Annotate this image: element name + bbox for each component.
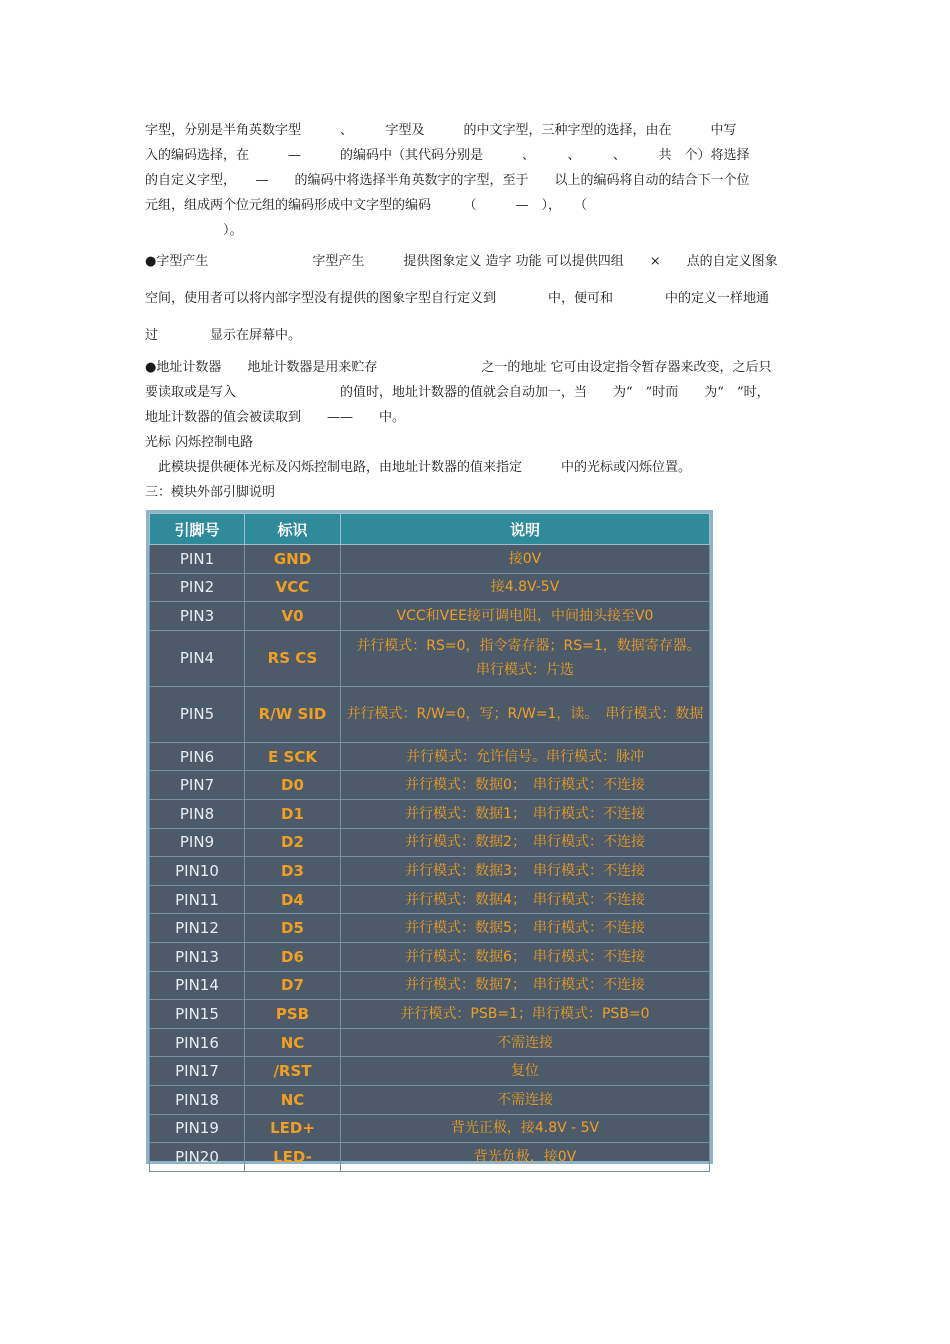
header-pin: 引脚号 [150,514,245,545]
table-row [150,771,710,800]
signal-cell: V0 [245,602,341,631]
description-cell: 并行模式：数据3； 串行模式：不连接 [341,857,710,886]
table-row [150,1143,710,1172]
description-cell: 并行模式：数据5； 串行模式：不连接 [341,914,710,943]
signal-cell: RS CS [245,630,341,686]
text-line: 此模块提供硬体光标及闪烁控制电路，由地址计数器的值来指定 中的光标或闪烁位置。 [145,460,692,475]
description-cell: 并行模式：PSB=1；串行模式：PSB=0 [341,1000,710,1029]
text-line: 过 显示在屏幕中。 [145,328,302,343]
text-line: 要读取或是写入 的值时，地址计数器的值就会自动加一，当 为“ ”时而 为“ ”时， [145,385,770,400]
table-row [150,885,710,914]
text-line: 三：模块外部引脚说明 [145,485,276,500]
signal-cell: D0 [245,771,341,800]
table-header-row [150,514,710,545]
table-row [150,799,710,828]
description-cell: 并行模式：数据7； 串行模式：不连接 [341,971,710,1000]
text-line: 入的编码选择，在 — 的编码中（其代码分别是 、 、 、 共 个）将选择 [145,148,750,163]
pin-table [149,513,710,1172]
table-row [150,857,710,886]
pin-cell: PIN16 [150,1028,245,1057]
signal-cell: D6 [245,942,341,971]
description-cell: 并行模式：允许信号。串行模式：脉冲 [341,742,710,771]
description-cell: 不需连接 [341,1028,710,1057]
pin-cell: PIN15 [150,1000,245,1029]
table-row [150,1028,710,1057]
text-line: ）。 [145,223,243,238]
table-row [150,686,710,742]
description-cell: 背光负极，接0V [341,1143,710,1172]
description-cell: 并行模式：R/W=0，写；R/W=1，读。 串行模式：数据 [341,686,710,742]
description-cell: 并行模式：数据0； 串行模式：不连接 [341,771,710,800]
signal-cell: D7 [245,971,341,1000]
signal-cell: PSB [245,1000,341,1029]
text-line: ●地址计数器 地址计数器是用来贮存 之一的地址 它可由设定指令暂存器来改变，之后只 [145,360,772,375]
table-row [150,1114,710,1143]
signal-cell: D4 [245,885,341,914]
pin-cell: PIN8 [150,799,245,828]
table-row [150,828,710,857]
description-cell: 接0V [341,545,710,574]
signal-cell: E SCK [245,742,341,771]
signal-cell: GND [245,545,341,574]
pin-cell: PIN7 [150,771,245,800]
text-line: 地址计数器的值会被读取到 —— 中。 [145,410,406,425]
table-row [150,971,710,1000]
pin-cell: PIN5 [150,686,245,742]
signal-cell: NC [245,1028,341,1057]
table-row [150,630,710,686]
signal-cell: D1 [245,799,341,828]
table-row [150,742,710,771]
pin-cell: PIN20 [150,1143,245,1172]
signal-cell: /RST [245,1057,341,1086]
signal-cell: D5 [245,914,341,943]
description-cell: 并行模式：数据6； 串行模式：不连接 [341,942,710,971]
signal-cell: R/W SID [245,686,341,742]
description-cell: 接4.8V-5V [341,573,710,602]
signal-cell: D3 [245,857,341,886]
pin-cell: PIN11 [150,885,245,914]
table-row [150,942,710,971]
pin-cell: PIN9 [150,828,245,857]
pin-cell: PIN19 [150,1114,245,1143]
pin-cell: PIN17 [150,1057,245,1086]
pin-cell: PIN12 [150,914,245,943]
text-line: 字型，分别是半角英数字型 、 字型及 的中文字型，三种字型的选择，由在 中写 [145,123,737,138]
signal-cell: LED- [245,1143,341,1172]
signal-cell: LED+ [245,1114,341,1143]
description-cell: 复位 [341,1057,710,1086]
pin-cell: PIN1 [150,545,245,574]
table-row [150,914,710,943]
pin-cell: PIN6 [150,742,245,771]
description-cell: 并行模式：数据1； 串行模式：不连接 [341,799,710,828]
text-line: 光标 闪烁控制电路 [145,435,254,450]
description-cell: 并行模式：数据2； 串行模式：不连接 [341,828,710,857]
description-cell: 并行模式：数据4； 串行模式：不连接 [341,885,710,914]
header-signal: 标识 [245,514,341,545]
description-cell: VCC和VEE接可调电阻，中间抽头接至V0 [341,602,710,631]
pin-table-figure [146,510,713,1164]
table-row [150,1057,710,1086]
pin-cell: PIN14 [150,971,245,1000]
text-line: ●字型产生 字型产生 提供图象定义 造字 功能 可以提供四组 × 点的自定义图象 [145,254,778,269]
table-row [150,1085,710,1114]
description-cell: 不需连接 [341,1085,710,1114]
text-line: 的自定义字型， — 的编码中将选择半角英数字的字型，至于 以上的编码将自动的结合下一个位 [145,173,750,188]
table-row [150,602,710,631]
description-cell: 并行模式：RS=0，指令寄存器；RS=1，数据寄存器。 串行模式：片选 [341,630,710,686]
header-description: 说明 [341,514,710,545]
pin-cell: PIN18 [150,1085,245,1114]
table-row [150,573,710,602]
description-cell: 背光正极，接4.8V - 5V [341,1114,710,1143]
pin-cell: PIN13 [150,942,245,971]
signal-cell: NC [245,1085,341,1114]
pin-cell: PIN2 [150,573,245,602]
pin-cell: PIN3 [150,602,245,631]
table-row [150,1000,710,1029]
text-line: 空间，使用者可以将内部字型没有提供的图象字型自行定义到 中，便可和 中的定义一样地通 [145,291,770,306]
pin-cell: PIN4 [150,630,245,686]
signal-cell: VCC [245,573,341,602]
table-row [150,545,710,574]
signal-cell: D2 [245,828,341,857]
text-line: 元组，组成两个位元组的编码形成中文字型的编码 （ — ）， （ [145,198,588,213]
pin-cell: PIN10 [150,857,245,886]
